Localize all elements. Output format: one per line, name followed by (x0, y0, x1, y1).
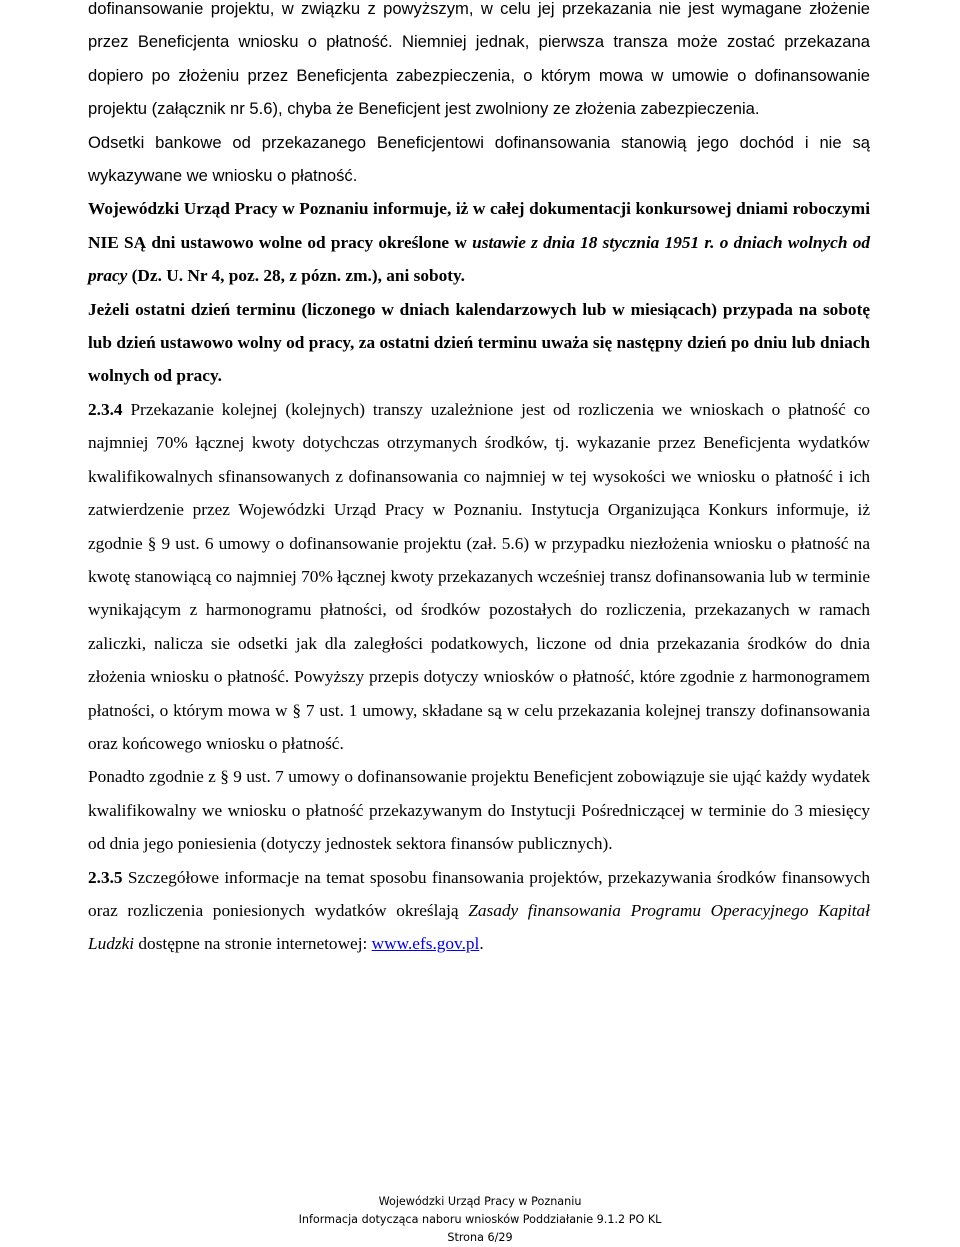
working-days-law-title: ustawie z dnia 18 stycznia 1951 r. o dniach wolnych od pracy (88, 232, 870, 286)
paragraph-additional-obligation (88, 760, 870, 860)
paragraph-2-3-4 (88, 393, 870, 760)
section-number-2-3-4: 2.3.4 (88, 399, 123, 419)
paragraph-bank-interest-text: Odsetki bankowe od przekazanego Beneficjentowi dofinansowania stanowią jego dochód i nie są wykazywane we wniosku o płatność. (88, 132, 870, 186)
footer-organization: Wojewódzki Urząd Pracy w Poznaniu (378, 1195, 582, 1208)
paragraph-working-days (88, 192, 870, 292)
section-number-2-3-5: 2.3.5 (88, 867, 123, 887)
financing-rules-title: Zasady finansowania Programu Operacyjnego Kapitał Ludzki (88, 900, 870, 954)
paragraph-2-3-5 (88, 861, 870, 961)
efs-website-link[interactable]: www.efs.gov.pl (371, 934, 480, 954)
footer-document-title: Informacja dotycząca naboru wniosków Poddziałanie 9.1.2 PO KL (298, 1213, 662, 1226)
document-body (88, 0, 870, 961)
deadline-rule-text: Jeżeli ostatni dzień terminu (liczonego w dniach kalendarzowych lub w miesiącach) przypada na sobotę lub dzień ustawowo wolny od pracy, za ostatni dzień terminu uważa się następny dzień po dniu lub dniach wolnych od pracy. (88, 299, 870, 386)
paragraph-advance-payment-text: dofinansowanie projektu, w związku z powyższym, w celu jej przekazania nie jest wymagane złożenie przez Beneficjenta wniosku o płatność. Niemniej jednak, pierwsza transza może zostać przekazana dopiero po złożeniu przez Beneficjenta zabezpieczenia, o którym mowa w umowie o dofinansowanie projektu (załącznik nr 5.6), chyba że Beneficjent jest zwolniony ze złożenia zabezpieczenia. (88, 0, 870, 119)
page-footer (0, 1193, 960, 1247)
working-days-text-start: Wojewódzki Urząd Pracy w Poznaniu informuje, iż w całej dokumentacji konkursowej dniami roboczymi NIE SĄ dni ustawowo wolne od pracy określone w (88, 199, 870, 252)
working-days-text-end: (Dz. U. Nr 4, poz. 28, z pózn. zm.), ani soboty. (127, 266, 465, 286)
paragraph-bank-interest (88, 126, 870, 193)
paragraph-deadline-rule (88, 293, 870, 393)
paragraph-2-3-5-text-start: Szczegółowe informacje na temat sposobu finansowania projektów, przekazywania środków finansowych oraz rozliczenia poniesionych wydatków określają (88, 867, 870, 920)
additional-obligation-text: Ponadto zgodnie z § 9 ust. 7 umowy o dofinansowanie projektu Beneficjent zobowiązuje sie ująć każdy wydatek kwalifikowalny we wniosku o płatność przekazywanym do Instytucji Pośredniczącej w terminie do 3 miesięcy od dnia jego poniesienia (dotyczy jednostek sektora finansów publicznych). (88, 767, 870, 854)
paragraph-2-3-4-text: Przekazanie kolejnej (kolejnych) transzy uzależnione jest od rozliczenia we wnioskach o płatność co najmniej 70% łącznej kwoty dotychczas otrzymanych środków, tj. wykazanie przez Beneficjenta wydatków kwalifikowalnych sfinansowanych z dofinansowania co najmniej w tej wysokości we wniosku o płatność i ich zatwierdzenie przez Wojewódzki Urząd Pracy w Poznaniu. Instytucja Organizująca Konkurs informuje, iż zgodnie § 9 ust. 6 umowy o dofinansowanie projektu (zał. 5.6) w przypadku niezłożenia wniosku o płatność na kwotę stanowiącą co najmniej 70% łącznej kwoty przekazanych wcześniej transz dofinansowania lub w terminie wynikającym z harmonogramu płatności, od środków pozostałych do rozliczenia, przekazanych w ramach zaliczki, nalicza sie odsetki jak dla zaległości podatkowych, liczone od dnia przekazania środków do dnia złożenia wniosku o płatność. Powyższy przepis dotyczy wniosków o płatność, które zgodnie z harmonogramem płatności, o którym mowa w § 7 ust. 1 umowy, składane są w celu przekazania kolejnej transzy dofinansowania oraz końcowego wniosku o płatność. (88, 399, 870, 753)
paragraph-advance-payment (88, 0, 870, 126)
footer-page-number: Strona 6/29 (447, 1231, 513, 1244)
paragraph-2-3-5-text-end: . (479, 934, 484, 954)
paragraph-2-3-5-text-middle: dostępne na stronie internetowej: (134, 934, 372, 954)
